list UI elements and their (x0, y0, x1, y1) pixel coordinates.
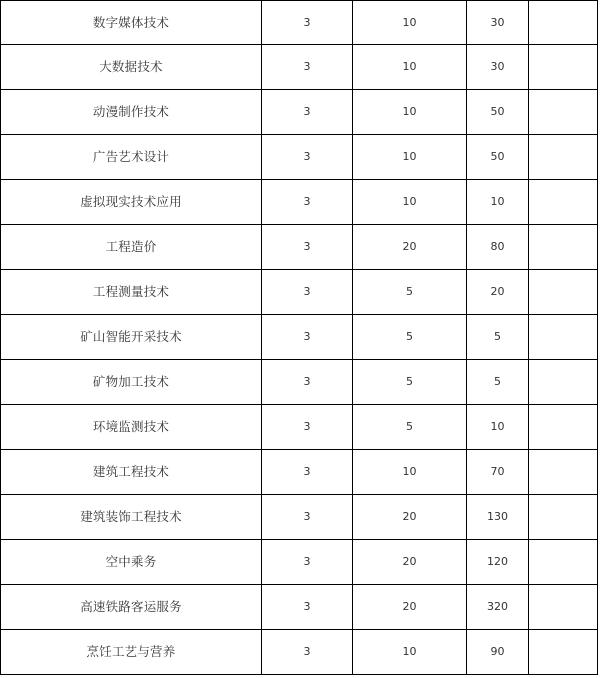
table-row (1, 135, 598, 180)
duration-cell: 3 (262, 495, 353, 540)
table-row (1, 495, 598, 540)
quota-cell: 20 (467, 270, 529, 315)
major-name-cell: 烹饪工艺与营养 (1, 630, 262, 675)
count-cell: 20 (353, 585, 467, 630)
table-row (1, 540, 598, 585)
quota-cell: 30 (467, 45, 529, 90)
remark-cell (529, 450, 598, 495)
table-row (1, 585, 598, 630)
quota-cell: 30 (467, 1, 529, 45)
count-cell: 10 (353, 45, 467, 90)
major-name-cell: 建筑装饰工程技术 (1, 495, 262, 540)
duration-cell: 3 (262, 45, 353, 90)
count-cell: 20 (353, 225, 467, 270)
count-cell: 5 (353, 360, 467, 405)
quota-cell: 5 (467, 360, 529, 405)
remark-cell (529, 45, 598, 90)
table-row (1, 45, 598, 90)
major-name-cell: 环境监测技术 (1, 405, 262, 450)
duration-cell: 3 (262, 405, 353, 450)
major-name-cell: 动漫制作技术 (1, 90, 262, 135)
quota-cell: 120 (467, 540, 529, 585)
remark-cell (529, 405, 598, 450)
duration-cell: 3 (262, 540, 353, 585)
duration-cell: 3 (262, 630, 353, 675)
quota-cell: 80 (467, 225, 529, 270)
quota-cell: 130 (467, 495, 529, 540)
duration-cell: 3 (262, 270, 353, 315)
duration-cell: 3 (262, 225, 353, 270)
table-row (1, 270, 598, 315)
count-cell: 5 (353, 405, 467, 450)
count-cell: 5 (353, 270, 467, 315)
major-name-cell: 矿物加工技术 (1, 360, 262, 405)
remark-cell (529, 225, 598, 270)
count-cell: 10 (353, 180, 467, 225)
remark-cell (529, 135, 598, 180)
remark-cell (529, 540, 598, 585)
remark-cell (529, 90, 598, 135)
remark-cell (529, 630, 598, 675)
quota-cell: 10 (467, 405, 529, 450)
quota-cell: 5 (467, 315, 529, 360)
major-name-cell: 虚拟现实技术应用 (1, 180, 262, 225)
count-cell: 10 (353, 1, 467, 45)
remark-cell (529, 360, 598, 405)
duration-cell: 3 (262, 450, 353, 495)
duration-cell: 3 (262, 1, 353, 45)
remark-cell (529, 1, 598, 45)
table-row (1, 450, 598, 495)
quota-cell: 50 (467, 90, 529, 135)
major-name-cell: 广告艺术设计 (1, 135, 262, 180)
quota-cell: 50 (467, 135, 529, 180)
major-name-cell: 大数据技术 (1, 45, 262, 90)
major-name-cell: 矿山智能开采技术 (1, 315, 262, 360)
major-name-cell: 空中乘务 (1, 540, 262, 585)
count-cell: 20 (353, 495, 467, 540)
duration-cell: 3 (262, 315, 353, 360)
duration-cell: 3 (262, 135, 353, 180)
table-row (1, 630, 598, 675)
count-cell: 10 (353, 135, 467, 180)
duration-cell: 3 (262, 180, 353, 225)
duration-cell: 3 (262, 585, 353, 630)
quota-cell: 10 (467, 180, 529, 225)
quota-cell: 90 (467, 630, 529, 675)
duration-cell: 3 (262, 360, 353, 405)
duration-cell: 3 (262, 90, 353, 135)
count-cell: 20 (353, 540, 467, 585)
remark-cell (529, 180, 598, 225)
major-name-cell: 工程造价 (1, 225, 262, 270)
table-row (1, 90, 598, 135)
count-cell: 10 (353, 450, 467, 495)
major-name-cell: 建筑工程技术 (1, 450, 262, 495)
remark-cell (529, 585, 598, 630)
count-cell: 10 (353, 630, 467, 675)
major-name-cell: 数字媒体技术 (1, 1, 262, 45)
table-row (1, 405, 598, 450)
table-row (1, 360, 598, 405)
table-row (1, 1, 598, 45)
major-name-cell: 高速铁路客运服务 (1, 585, 262, 630)
table-row (1, 225, 598, 270)
table-row (1, 315, 598, 360)
count-cell: 10 (353, 90, 467, 135)
remark-cell (529, 495, 598, 540)
remark-cell (529, 270, 598, 315)
table-row (1, 180, 598, 225)
quota-cell: 70 (467, 450, 529, 495)
quota-cell: 320 (467, 585, 529, 630)
table-body (1, 1, 598, 675)
count-cell: 5 (353, 315, 467, 360)
major-name-cell: 工程测量技术 (1, 270, 262, 315)
remark-cell (529, 315, 598, 360)
